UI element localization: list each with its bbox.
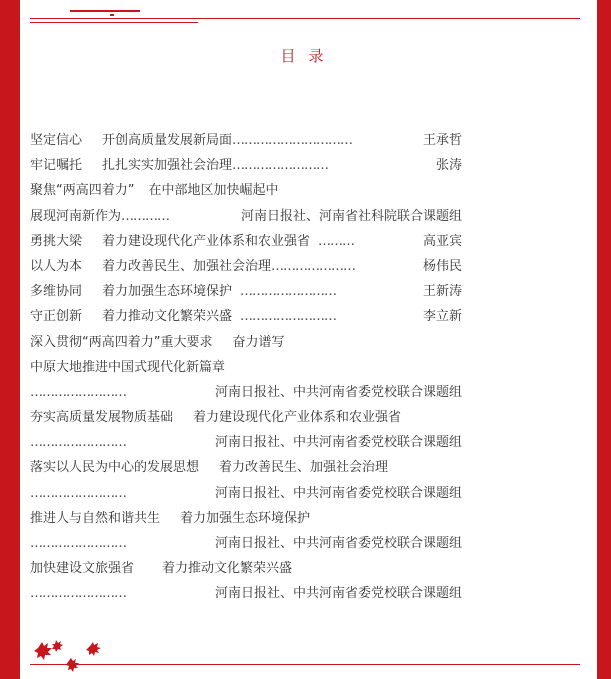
- entry-lead: 勇挑大梁: [30, 233, 83, 249]
- left-red-border: [0, 0, 20, 679]
- toc-entry-author-line[interactable]: [30, 581, 462, 606]
- entry-author: 河南日报社、中共河南省委党校联合课题组: [214, 384, 462, 400]
- right-red-border: [597, 0, 611, 679]
- entry-author: 杨伟民: [422, 258, 462, 274]
- entry-leader-dots: …………: [121, 208, 170, 224]
- entry-leader-dots: ……………………: [30, 435, 126, 451]
- toc-entry[interactable]: [30, 153, 462, 178]
- toc-entry[interactable]: [30, 304, 462, 329]
- entry-lead: 展现河南新作为: [30, 208, 122, 224]
- maple-leaves-decoration: [28, 636, 118, 676]
- toc-entry-author-line[interactable]: [30, 380, 462, 405]
- entry-subtitle: 奋力谱写: [232, 334, 285, 350]
- toc-entry-author-line[interactable]: [30, 531, 462, 556]
- toc-entry-author-line[interactable]: [30, 430, 462, 455]
- entry-subtitle: 着力改善民生、加强社会治理: [219, 460, 389, 476]
- entry-leader-dots: …………………………: [232, 133, 353, 148]
- toc-entry[interactable]: [30, 254, 462, 279]
- entry-leader-dots: ……………………: [30, 384, 126, 400]
- entry-subtitle: 着力加强生态环境保护: [180, 510, 311, 526]
- toc-entry-author-line[interactable]: [30, 481, 462, 506]
- entry-lead: 多维协同: [30, 284, 83, 300]
- page-title: 目录: [280, 47, 337, 65]
- entry-leader-dots: ………: [318, 233, 355, 249]
- entry-subtitle: 在中部地区加快崛起中: [148, 183, 279, 199]
- entry-leader-dots: ……………………: [240, 309, 337, 325]
- entry-author: 李立新: [422, 309, 462, 325]
- entry-subtitle: 着力加强生态环境保护: [102, 284, 233, 300]
- entry-author: 高亚宾: [422, 233, 462, 249]
- entry-lead: 深入贯彻“两高四着力”重大要求: [30, 334, 213, 350]
- entry-subtitle: 开创高质量发展新局面: [102, 133, 233, 148]
- entry-author: 河南日报社、河南省社科院联合课题组: [240, 208, 462, 224]
- entry-author: 王新涛: [422, 284, 462, 300]
- entry-lead: 中原大地推进中国式现代化新篇章: [30, 359, 226, 375]
- entry-lead: 夯实高质量发展物质基础: [30, 410, 174, 426]
- toc-entry[interactable]: [30, 330, 462, 355]
- entry-subtitle: 着力建设现代化产业体系和农业强省: [102, 233, 311, 249]
- entry-leader-dots: …………………: [271, 258, 356, 274]
- bottom-decorative-rule: [30, 664, 580, 665]
- toc-entry[interactable]: [30, 556, 462, 581]
- entry-subtitle: 着力改善民生、加强社会治理: [102, 258, 272, 274]
- entry-leader-dots: ……………………: [30, 536, 126, 551]
- entry-author: 张涛: [435, 158, 462, 174]
- entry-subtitle: 着力推动文化繁荣兴盛: [102, 309, 233, 325]
- entry-lead: 聚焦“两高四着力”: [30, 183, 135, 199]
- top-decorative-rule: [30, 8, 580, 28]
- entry-author: 河南日报社、中共河南省委党校联合课题组: [214, 435, 462, 451]
- entry-author: 王承哲: [422, 133, 462, 148]
- toc-entry[interactable]: [30, 405, 462, 430]
- toc-entry[interactable]: [30, 455, 462, 480]
- toc-entry[interactable]: [30, 506, 462, 531]
- toc-entry[interactable]: [30, 279, 462, 304]
- entry-lead: 牢记嘱托: [30, 158, 83, 174]
- entry-lead: 以人为本: [30, 258, 83, 274]
- entry-leader-dots: ……………………: [30, 485, 126, 501]
- entry-lead: 推进人与自然和谐共生: [30, 510, 161, 526]
- entry-leader-dots: ……………………: [240, 284, 337, 300]
- entry-lead: 加快建设文旅强省: [30, 561, 135, 577]
- entry-author: 河南日报社、中共河南省委党校联合课题组: [214, 586, 462, 602]
- entry-lead: 落实以人民为中心的发展思想: [30, 460, 200, 476]
- toc-entry-continued[interactable]: [30, 355, 462, 380]
- toc-entry[interactable]: [30, 178, 462, 203]
- entry-subtitle: 扎扎实实加强社会治理: [102, 158, 233, 174]
- toc-entry[interactable]: [30, 204, 462, 229]
- entry-subtitle: 着力推动文化繁荣兴盛: [162, 561, 293, 577]
- entry-author: 河南日报社、中共河南省委党校联合课题组: [214, 536, 462, 551]
- entry-lead: 守正创新: [30, 309, 83, 325]
- table-of-contents: [30, 128, 462, 607]
- entry-subtitle: 着力建设现代化产业体系和农业强省: [193, 410, 402, 426]
- toc-entry[interactable]: [30, 128, 462, 153]
- entry-lead: 坚定信心: [30, 133, 83, 148]
- toc-entry[interactable]: [30, 229, 462, 254]
- entry-leader-dots: ……………………: [232, 158, 329, 174]
- entry-leader-dots: ……………………: [30, 586, 126, 602]
- entry-author: 河南日报社、中共河南省委党校联合课题组: [214, 485, 462, 501]
